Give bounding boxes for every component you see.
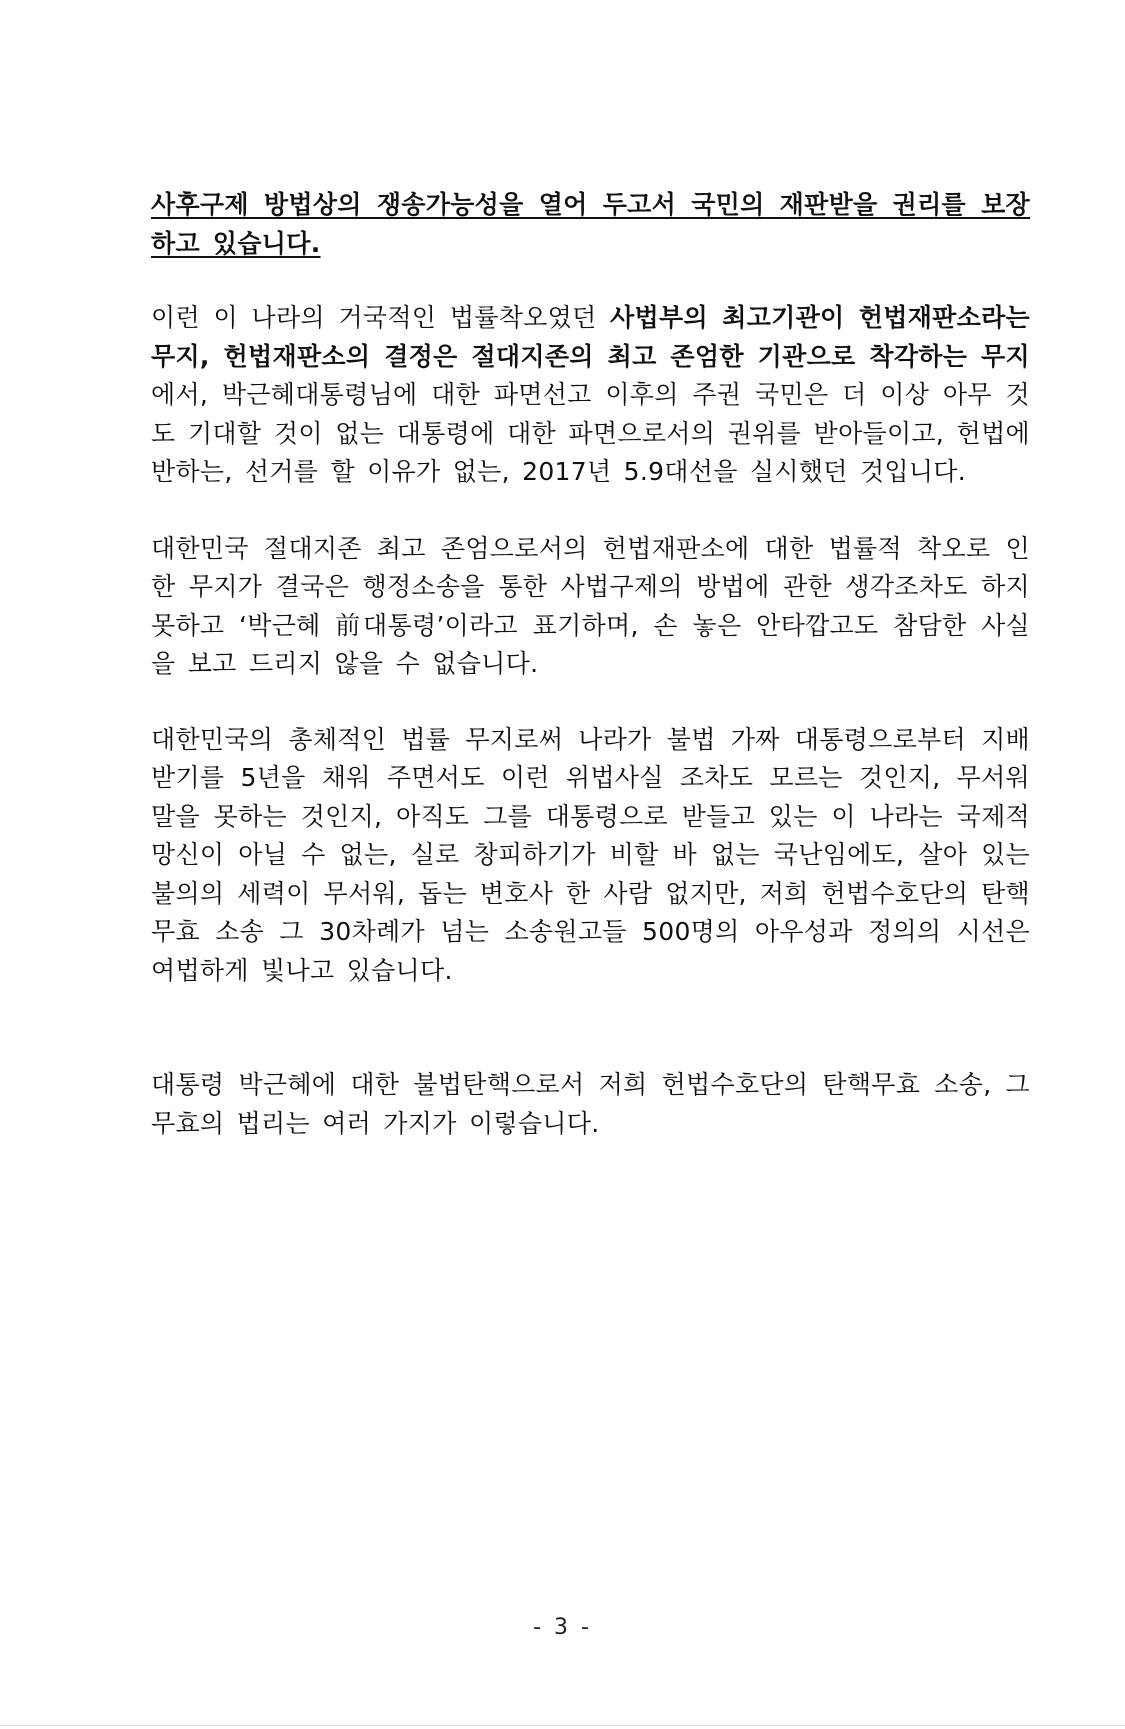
paragraph-1-segment-1: 사후구제 방법상의 쟁송가능성을 열어 두고서 국민의 재판받을 권리를 보장하고 있습니다. [151,190,1030,258]
paragraph-5-segment-1: 대통령 박근혜에 대한 불법탄핵으로서 저희 헌법수호단의 탄핵무효 소송, 그 무효의 법리는 여러 가지가 이렇습니다. [151,1070,1030,1138]
paragraph-2 [151,299,1030,492]
paragraph-1 [151,186,1030,263]
paragraph-4 [151,721,1030,991]
paragraph-3 [151,530,1030,684]
paragraph-2-segment-3: 에서, 박근혜대통령님에 대한 파면선고 이후의 주권 국민은 더 이상 아무 것도 기대할 것이 없는 대통령에 대한 파면으로서의 권위를 받아들이고, 헌법에 반하는, 선거를 할 이유가 없는, 2017년 5.9대선을 실시했던 것입니다. [151,380,1030,486]
page-number: - 3 - [533,1615,592,1640]
page-bottom-divider [0,1725,1125,1726]
paragraph-2-segment-2: 사법부의 최고기관이 헌법재판소라는 무지, 헌법재판소의 결정은 절대지존의 최고 존엄한 기관으로 착각하는 무지 [151,303,1030,371]
paragraph-4-segment-1: 대한민국의 총체적인 법률 무지로써 나라가 불법 가짜 대통령으로부터 지배받기를 5년을 채워 주면서도 이런 위법사실 조차도 모르는 것인지, 무서워 말을 못하는 것인지, 아직도 그를 대통령으로 받들고 있는 이 나라는 국제적 망신이 아닐 수 없는, 실로 창피하기가 비할 바 없는 국난임에도, 살아 있는 불의의 세력이 무서워, 돕는 변호사 한 사람 없지만, 저희 헌법수호단의 탄핵무효 소송 그 30차례가 넘는 소송원고들 500명의 아우성과 정의의 시선은 여법하게 빛나고 있습니다. [151,724,1030,985]
paragraph-2-segment-1: 이런 이 나라의 거국적인 법률착오였던 [151,303,611,332]
document-body [151,186,1030,1143]
paragraph-5 [151,1066,1030,1143]
paragraph-3-segment-1: 대한민국 절대지존 최고 존엄으로서의 헌법재판소에 대한 법률적 착오로 인한 무지가 결국은 행정소송을 통한 사법구제의 방법에 관한 생각조차도 하지 못하고 ‘박근혜 前대통령’이라고 표기하며, 손 놓은 안타깝고도 참담한 사실을 보고 드리지 않을 수 없습니다. [151,533,1030,678]
